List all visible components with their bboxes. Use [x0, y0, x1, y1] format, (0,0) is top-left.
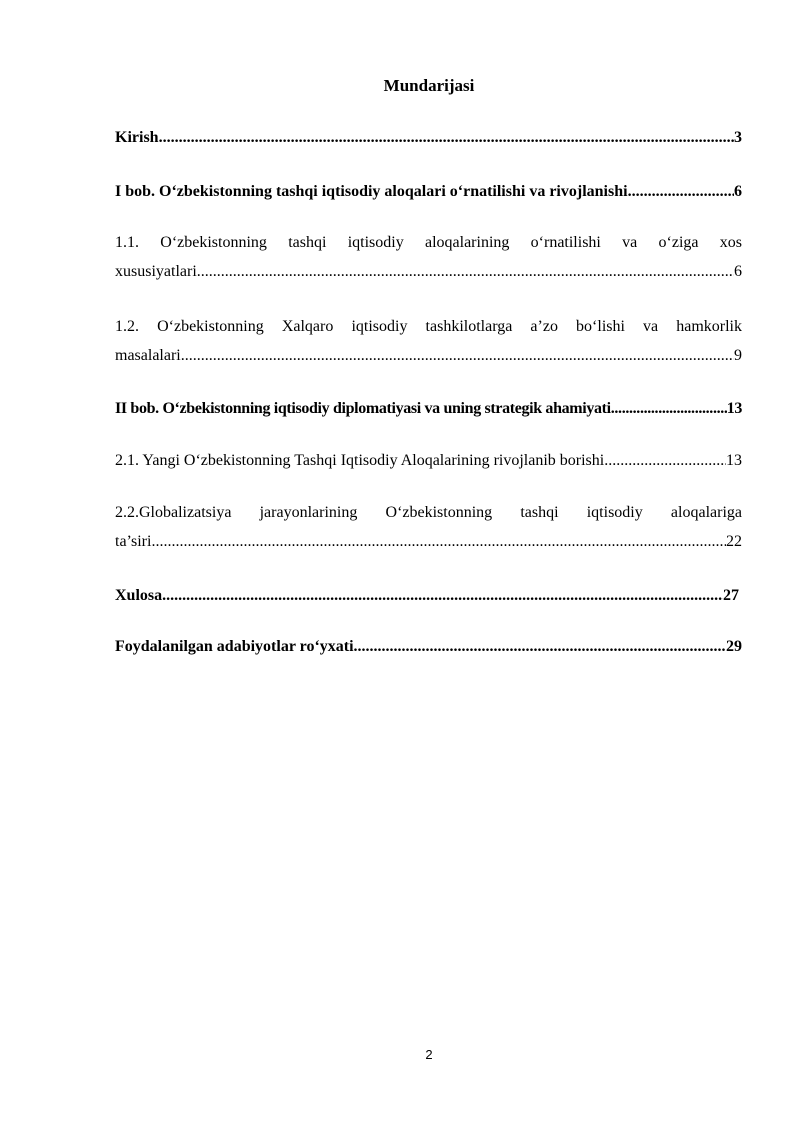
toc-entry-section-2-1[interactable] — [115, 450, 742, 471]
toc-leader-dots — [604, 450, 726, 471]
toc-entry-text-continued: masalalari — [115, 347, 181, 364]
toc-entry-page: 13 — [726, 400, 742, 417]
toc-entry-text: 1.1. O‘zbekistonning tashqi iqtisodiy aloqalarining o‘rnatilishi va o‘ziga xos — [115, 234, 742, 251]
toc-leader-dots — [159, 127, 734, 148]
toc-entry-text: Foydalanilgan adabiyotlar ro‘yxati — [115, 638, 354, 655]
toc-leader-dots — [354, 636, 726, 657]
toc-entry-page: 22 — [726, 533, 742, 550]
toc-entry-page: 13 — [726, 452, 742, 469]
toc-leader-dots — [614, 398, 726, 419]
toc-entry-section-1-2[interactable] — [115, 316, 742, 366]
toc-entry-kirish[interactable] — [115, 127, 742, 148]
toc-entry-page: 3 — [734, 129, 742, 146]
toc-entry-xulosa[interactable] — [115, 585, 739, 606]
toc-entry-page: 6 — [734, 183, 742, 200]
page-title: Mundarijasi — [383, 76, 475, 95]
toc-entry-section-1-1[interactable] — [115, 232, 742, 282]
toc-entry-page: 6 — [734, 263, 742, 280]
toc-entry-text: Xulosa — [115, 587, 163, 604]
toc-entry-text: Kirish — [115, 129, 159, 146]
toc-entry-page: 9 — [734, 347, 742, 364]
page-number: 2 — [425, 1047, 433, 1062]
toc-leader-dots — [197, 261, 734, 282]
toc-entry-text: II bob. O‘zbekistonning iqtisodiy diplomatiyasi va uning strategik ahamiyati. — [115, 400, 615, 417]
toc-entry-page: 27 — [723, 587, 739, 604]
toc-entry-text-continued: ta’siri — [115, 533, 152, 550]
toc-entry-text: 2.2.Globalizatsiya jarayonlarining O‘zbekistonning tashqi iqtisodiy aloqalariga — [115, 504, 742, 521]
toc-entry-chapter-2[interactable] — [115, 398, 742, 419]
toc-entry-text: 2.1. Yangi O‘zbekistonning Tashqi Iqtisodiy Aloqalarining rivojlanib borishi — [115, 452, 605, 469]
toc-leader-dots — [162, 585, 723, 606]
toc-leader-dots — [151, 531, 726, 552]
toc-entry-text: 1.2. O‘zbekistonning Xalqaro iqtisodiy tashkilotlarga a’zo bo‘lishi va hamkorlik — [115, 318, 742, 335]
toc-leader-dots — [181, 345, 734, 366]
toc-entry-text: I bob. O‘zbekistonning tashqi iqtisodiy aloqalari o‘rnatilishi va rivojlanishi — [115, 183, 628, 200]
toc-entry-text-continued: xususiyatlari — [115, 263, 197, 280]
toc-leader-dots — [628, 181, 734, 202]
toc-entry-chapter-1[interactable] — [115, 181, 742, 202]
toc-entry-section-2-2[interactable] — [115, 502, 742, 552]
toc-entry-references[interactable] — [115, 636, 742, 657]
toc-entry-page: 29 — [726, 638, 742, 655]
